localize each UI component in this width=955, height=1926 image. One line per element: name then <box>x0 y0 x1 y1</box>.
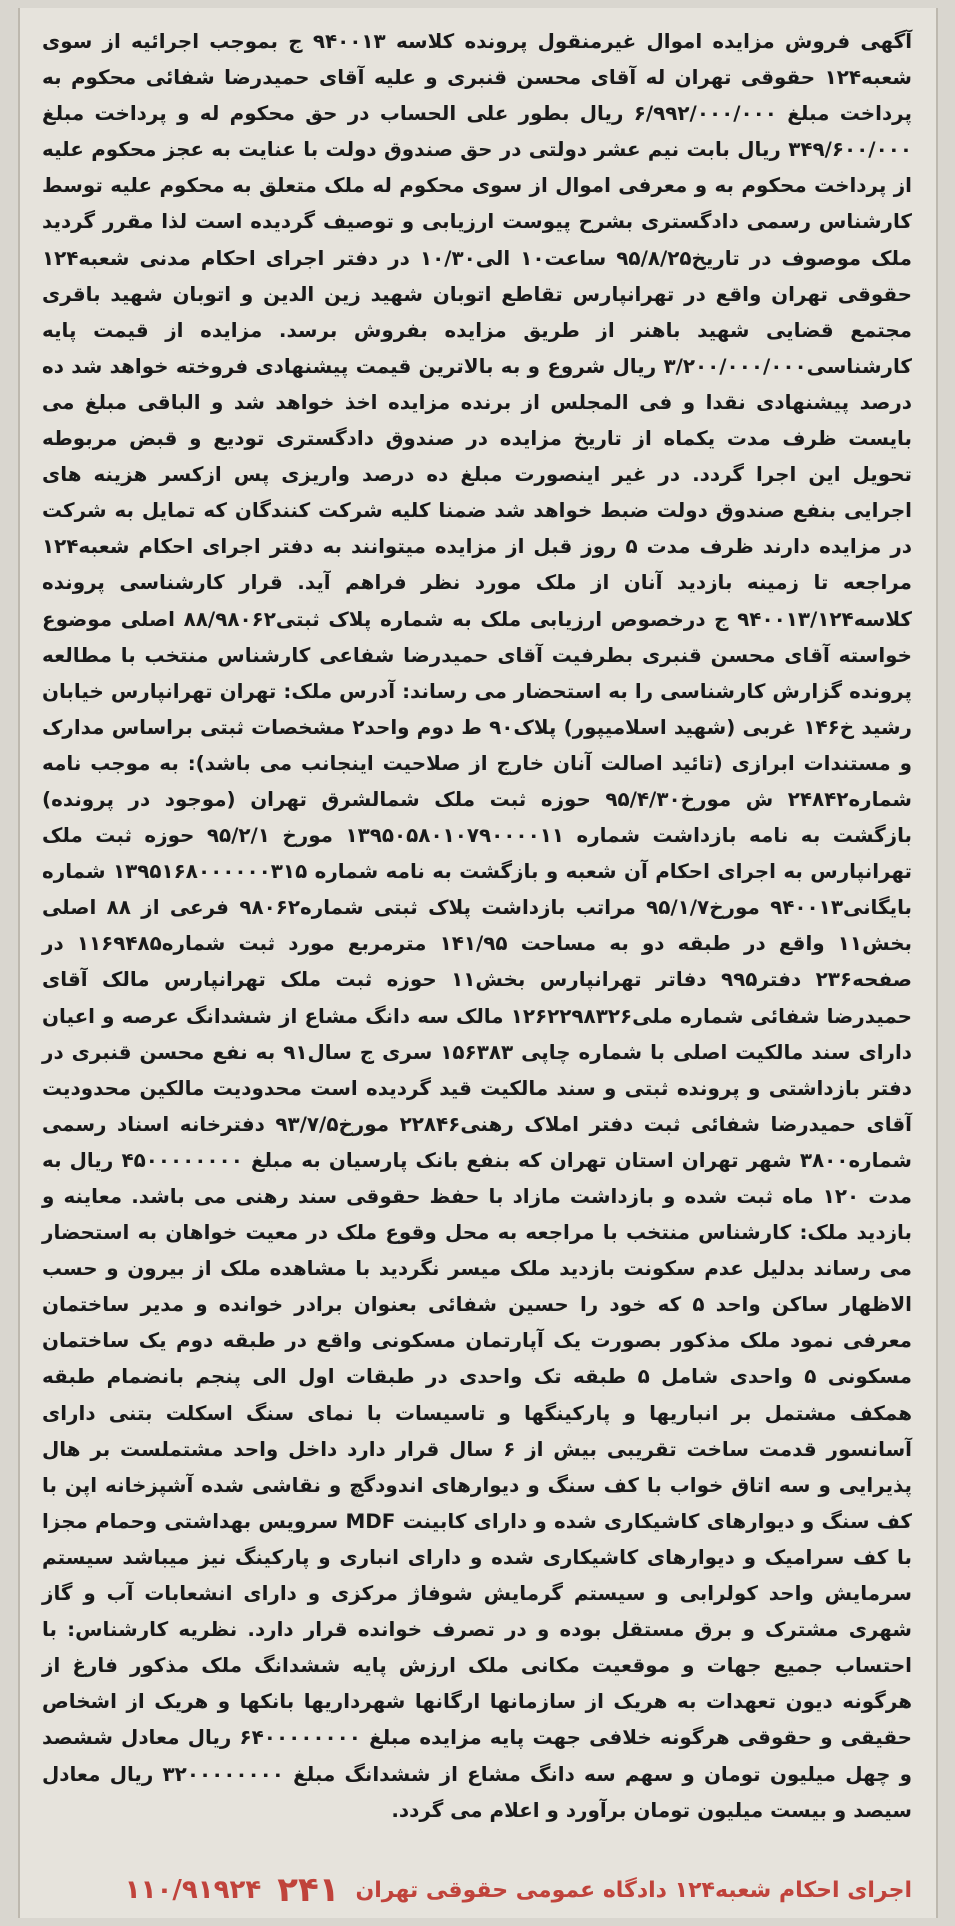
notice-footer <box>42 1868 912 1912</box>
footer-issuer: اجرای احکام شعبه۱۲۴ دادگاه عمومی حقوقی تهران <box>355 1877 912 1903</box>
footer-code: ۱۱۰/۹۱۹۲۴ <box>124 1875 262 1905</box>
auction-notice-body: آگهی فروش مزایده اموال غیرمنقول پرونده کلاسه ۹۴۰۰۱۳ ج بموجب اجرائیه از سوی شعبه۱۲۴ حقوقی تهران له آقای محسن قنبری و علیه آقای حمیدرضا شفائی محکوم به پرداخت مبلغ ۶/۹۹۲/۰۰۰/۰۰۰ ریال بطور علی الحساب در حق محکوم له و پرداخت مبلغ ۳۴۹/۶۰۰/۰۰۰ ریال بابت نیم عشر دولتی در حق صندوق دولت با عنایت به عجز محکوم علیه از پرداخت محکوم به و معرفی اموال از سوی محکوم له ملک متعلق به محکوم علیه توسط کارشناس رسمی دادگستری بشرح پیوست ارزیابی و توصیف گردیده است لذا مقرر گردید ملک موصوف در تاریخ۹۵/۸/۲۵ ساعت۱۰ الی۱۰/۳۰ در دفتر اجرای احکام مدنی شعبه۱۲۴ حقوقی تهران واقع در تهرانپارس تقاطع اتوبان شهید زین الدین و اتوبان شهید باقری مجتمع قضایی شهید باهنر از طریق مزایده بفروش برسد. مزایده از قیمت پایه کارشناسی۳/۲۰۰/۰۰۰/۰۰۰ ریال شروع و به بالاترین قیمت پیشنهادی فروخته خواهد شد ده درصد پیشنهادی نقدا و فی المجلس از برنده مزایده اخذ خواهد شد و الباقی مبلغ می بایست ظرف مدت یکماه از تاریخ مزایده در صندوق دادگستری تودیع و قبض مربوطه تحویل این اجرا گردد. در غیر اینصورت مبلغ ده درصد واریزی پس ازکسر هزینه های اجرایی بنفع صندوق دولت ضبط خواهد شد ضمنا کلیه شرکت کنندگان که تمایل به شرکت در مزایده دارند ظرف مدت ۵ روز قبل از مزایده میتوانند به دفتر اجرای احکام شعبه۱۲۴ مراجعه تا زمینه بازدید آنان از ملک مورد نظر فراهم آید. قرار کارشناسی پرونده کلاسه۹۴۰۰۱۳/۱۲۴ ج درخصوص ارزیابی ملک به شماره پلاک ثبتی۸۸/۹۸۰۶۲ اصلی موضوع خواسته آقای محسن قنبری بطرفیت آقای حمیدرضا شفاعی کارشناس منتخب با مطالعه پرونده گزارش کارشناسی را به استحضار می رساند: آدرس ملک: تهران تهرانپارس خیابان رشید خ۱۴۶ غربی (شهید اسلامیپور) پلاک۹۰ ط دوم واحد۲ مشخصات ثبتی براساس مدارک و مستندات ابرازی (تائید اصالت آنان خارج از صلاحیت اینجانب می باشد): به موجب نامه شماره۲۴۸۴۲ ش مورخ۹۵/۴/۳۰ حوزه ثبت ملک شمالشرق تهران (موجود در پرونده) بازگشت به نامه بازداشت شماره ۱۳۹۵۰۵۸۰۱۰۷۹۰۰۰۰۱۱ مورخ ۹۵/۲/۱ حوزه ثبت ملک تهرانپارس به اجرای احکام آن شعبه و بازگشت به نامه شماره ۱۳۹۵۱۶۸۰۰۰۰۰۰۳۱۵ شماره بایگانی۹۴۰۰۱۳ مورخ۹۵/۱/۷ مراتب بازداشت پلاک ثبتی شماره۹۸۰۶۲ فرعی از ۸۸ اصلی بخش۱۱ واقع در طبقه دو به مساحت ۱۴۱/۹۵ مترمربع مورد ثبت شماره۱۱۶۹۴۸۵ در صفحه۲۳۶ دفتر۹۹۵ دفاتر تهرانپارس بخش۱۱ حوزه ثبت ملک تهرانپارس مالک آقای حمیدرضا شفائی شماره ملی۱۲۶۲۲۹۸۳۲۶ مالک سه دانگ مشاع از ششدانگ عرصه و اعیان دارای سند مالکیت اصلی با شماره چاپی ۱۵۶۳۸۳ سری ج سال۹۱ به نفع محسن قنبری در دفتر بازداشتی و پرونده ثبتی و سند مالکیت قید گردیده است محدودیت مالکین محدودیت آقای حمیدرضا شفائی ثبت دفتر املاک رهنی۲۲۸۴۶ مورخ۹۳/۷/۵ دفترخانه اسناد رسمی شماره۳۸۰۰ شهر تهران استان تهران که بنفع بانک پارسیان به مبلغ ۴۵۰۰۰۰۰۰۰۰ ریال به مدت ۱۲۰ ماه ثبت شده و بازداشت مازاد با حفظ حقوقی سند رهنی می باشد. معاینه و بازدید ملک: کارشناس منتخب با مراجعه به محل وقوع ملک در معیت خواهان به استحضار می رساند بدلیل عدم سکونت بازدید ملک میسر نگردید با مشاهده ملک از بیرون و حسب الاظهار ساکن واحد ۵ که خود را حسین شفائی بعنوان برادر خوانده و مدیر ساختمان معرفی نمود ملک مذکور بصورت یک آپارتمان مسکونی واقع در طبقه دوم یک ساختمان مسکونی ۵ واحدی شامل ۵ طبقه تک واحدی در طبقات اول الی پنجم بانضمام طبقه همکف مشتمل بر انباریها و پارکینگها و تاسیسات با نمای سنگ اسکلت بتنی دارای آسانسور قدمت ساخت تقریبی بیش از ۶ سال قرار دارد داخل واحد مشتملست بر هال پذیرایی و سه اتاق خواب با کف سنگ و دیوارهای اندودگچ و نقاشی شده آشپزخانه اپن با کف سنگ و دیوارهای کاشیکاری شده و دارای کابینت MDF سرویس بهداشتی وحمام مجزا با کف سرامیک و دیوارهای کاشیکاری شده و دارای انباری و پارکینگ نیز میباشد سیستم سرمایش واحد کولرابی و سیستم گرمایش شوفاژ مرکزی و دارای انشعابات آب و گاز شهری مشترک و برق مستقل بوده و در تصرف خوانده قرار دارد. نظریه کارشناس: با احتساب جمیع جهات و موقعیت مکانی ملک ارزش پایه ششدانگ ملک مذکور فارغ از هرگونه دیون تعهدات به هریک از سازمانها ارگانها شهرداریها بانکها و هریک از اشخاص حقیقی و حقوقی هرگونه خلافی جهت پایه مزایده مبلغ ۶۴۰۰۰۰۰۰۰۰ ریال معادل ششصد و چهل میلیون تومان و سهم سه دانگ مشاع از ششدانگ مبلغ ۳۲۰۰۰۰۰۰۰۰ ریال معادل سیصد و بیست میلیون تومان برآورد و اعلام می گردد. <box>42 30 913 1822</box>
footer-handwritten-number: ۲۴۱ <box>277 1870 340 1910</box>
newspaper-clipping <box>18 8 938 1918</box>
